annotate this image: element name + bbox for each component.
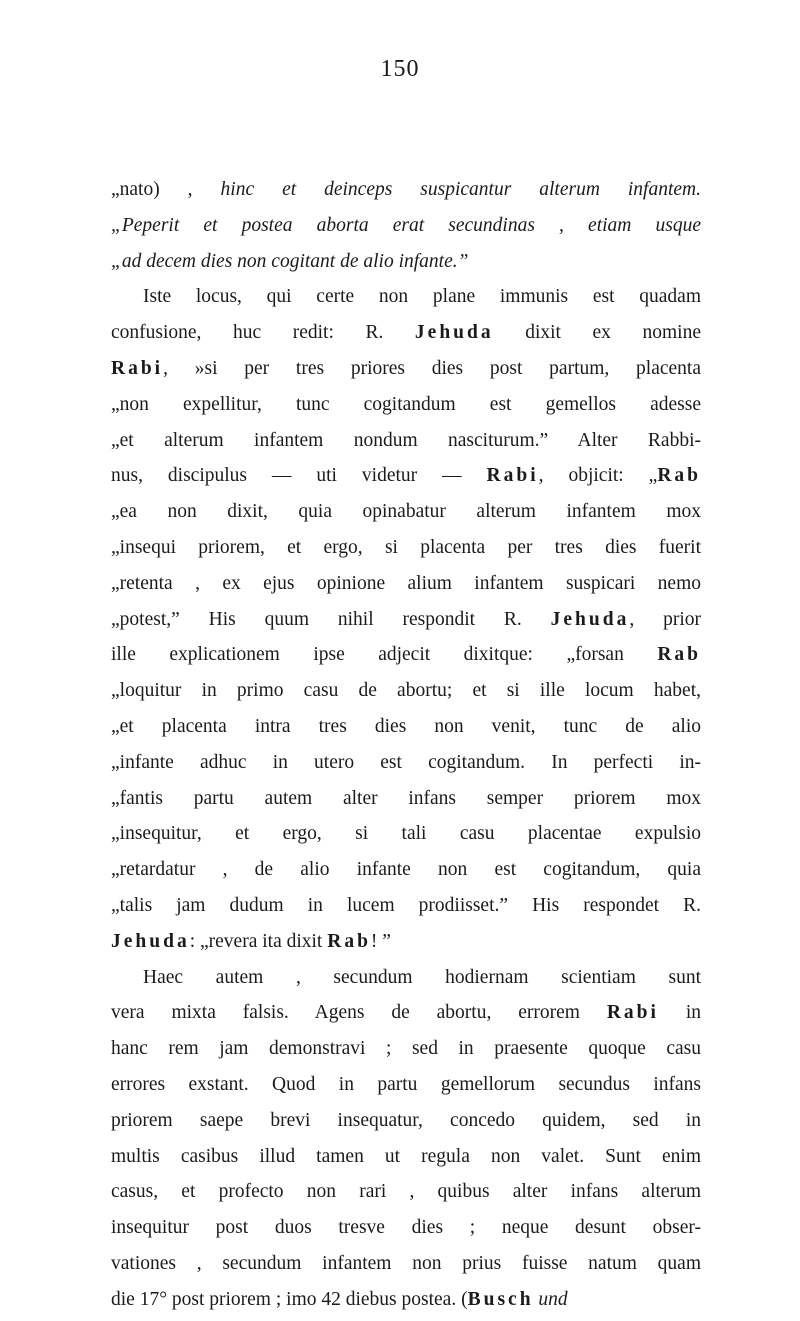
text-line — [111, 351, 701, 387]
text-span: Rabi — [606, 1002, 659, 1024]
text-span: „et placenta intra tres dies non venit, tunc de alio — [111, 715, 701, 737]
text-line — [111, 637, 701, 673]
text-span: „ad decem dies non cogitant de alio infante.” — [111, 250, 469, 272]
text-line — [111, 1103, 701, 1139]
text-span: , objicit: „ — [538, 465, 658, 487]
text-line — [111, 494, 701, 530]
text-span: casus, et profecto non rari , quibus alter infans alterum — [111, 1181, 701, 1203]
text-span: priorem saepe brevi insequatur, concedo quidem, sed in — [111, 1109, 701, 1131]
text-span: vera mixta falsis. Agens de abortu, errorem — [111, 1002, 607, 1024]
text-span: „retardatur , de alio infante non est cogitandum, quia — [111, 859, 701, 881]
text-span: Jehuda — [111, 930, 190, 952]
text-span: Haec autem , secundum hodiernam scientiam sunt — [143, 966, 701, 988]
text-line — [111, 244, 701, 280]
text-line — [111, 1174, 701, 1210]
text-line — [111, 387, 701, 423]
text-line — [111, 852, 701, 888]
text-span: „retenta , ex ejus opinione alium infantem suspicari nemo — [111, 572, 701, 594]
text-line — [111, 458, 701, 494]
text-span: confusione, huc redit: R. — [111, 322, 415, 344]
text-line — [111, 709, 701, 745]
text-line — [111, 566, 701, 602]
text-line — [111, 888, 701, 924]
text-span: „insequi priorem, et ergo, si placenta per tres dies fuerit — [111, 536, 701, 558]
text-line — [111, 208, 701, 244]
text-span: errores exstant. Quod in partu gemellorum secundus infans — [111, 1073, 701, 1095]
text-line — [111, 1031, 701, 1067]
text-span: ille explicationem ipse adjecit dixitque: „forsan — [111, 644, 658, 666]
text-line — [111, 172, 701, 208]
text-span: Rab — [327, 930, 371, 952]
text-span: dixit ex nomine — [493, 322, 701, 344]
text-line — [111, 602, 701, 638]
text-line — [111, 530, 701, 566]
text-span: Iste locus, qui certe non plane immunis est quadam — [143, 286, 701, 308]
text-line — [111, 745, 701, 781]
text-span: „Peperit et postea aborta erat secundinas , etiam usque — [111, 214, 701, 236]
text-span: „non expellitur, tunc cogitandum est gemellos adesse — [111, 393, 701, 415]
text-span: , »si per tres priores dies post partum, placenta — [163, 357, 701, 379]
text-span: hinc et deinceps suspicantur alterum infantem. — [220, 179, 701, 200]
text-span: die 17° post priorem ; imo 42 diebus postea. ( — [111, 1288, 468, 1310]
text-span: ! ” — [370, 930, 391, 952]
text-line — [111, 960, 701, 996]
text-span: vationes , secundum infantem non prius fuisse natum quam — [111, 1252, 701, 1274]
text-span: „insequitur, et ergo, si tali casu placentae expulsio — [111, 823, 701, 845]
text-span: Rab — [657, 465, 701, 487]
text-span: „potest,” His quum nihil respondit R. — [111, 608, 551, 630]
text-line — [111, 924, 701, 960]
text-line — [111, 279, 701, 315]
text-line — [111, 673, 701, 709]
text-line — [111, 315, 701, 351]
text-line — [111, 995, 701, 1031]
text-span: , prior — [629, 608, 702, 630]
body-text — [111, 172, 701, 1318]
text-span: „infante adhuc in utero est cogitandum. In perfecti in- — [111, 751, 701, 773]
text-line — [111, 1139, 701, 1175]
text-line — [111, 1282, 701, 1318]
text-span: „nato) , — [111, 179, 221, 200]
text-span: insequitur post duos tresve dies ; neque desunt obser- — [111, 1217, 701, 1239]
text-span: „loquitur in primo casu de abortu; et si ille locum habet, — [111, 680, 701, 702]
text-span: und — [538, 1288, 568, 1310]
text-span: Rabi — [111, 357, 164, 379]
text-span: „fantis partu autem alter infans semper priorem mox — [111, 787, 701, 809]
text-span: multis casibus illud tamen ut regula non valet. Sunt enim — [111, 1145, 701, 1167]
text-span: Rab — [657, 644, 701, 666]
text-span: hanc rem jam demonstravi ; sed in praesente quoque casu — [111, 1038, 701, 1060]
text-span: : „revera ita dixit — [189, 930, 328, 952]
text-span: „talis jam dudum in lucem prodiisset.” His respondet R. — [111, 894, 701, 916]
text-span: nus, discipulus — uti videtur — — [111, 465, 487, 487]
text-line — [111, 1067, 701, 1103]
text-line — [111, 781, 701, 817]
text-span: in — [658, 1002, 701, 1024]
text-span: Busch — [467, 1288, 534, 1310]
text-span: „et alterum infantem nondum nasciturum.” Alter Rabbi- — [111, 429, 701, 451]
text-line — [111, 1246, 701, 1282]
text-span: Jehuda — [414, 322, 494, 344]
text-line — [111, 1210, 701, 1246]
text-span: Rabi — [486, 465, 539, 487]
text-span: „ea non dixit, quia opinabatur alterum infantem mox — [111, 501, 701, 523]
text-line — [111, 423, 701, 459]
page-number: 150 — [380, 56, 420, 82]
text-line — [111, 816, 701, 852]
text-span: Jehuda — [550, 608, 630, 630]
